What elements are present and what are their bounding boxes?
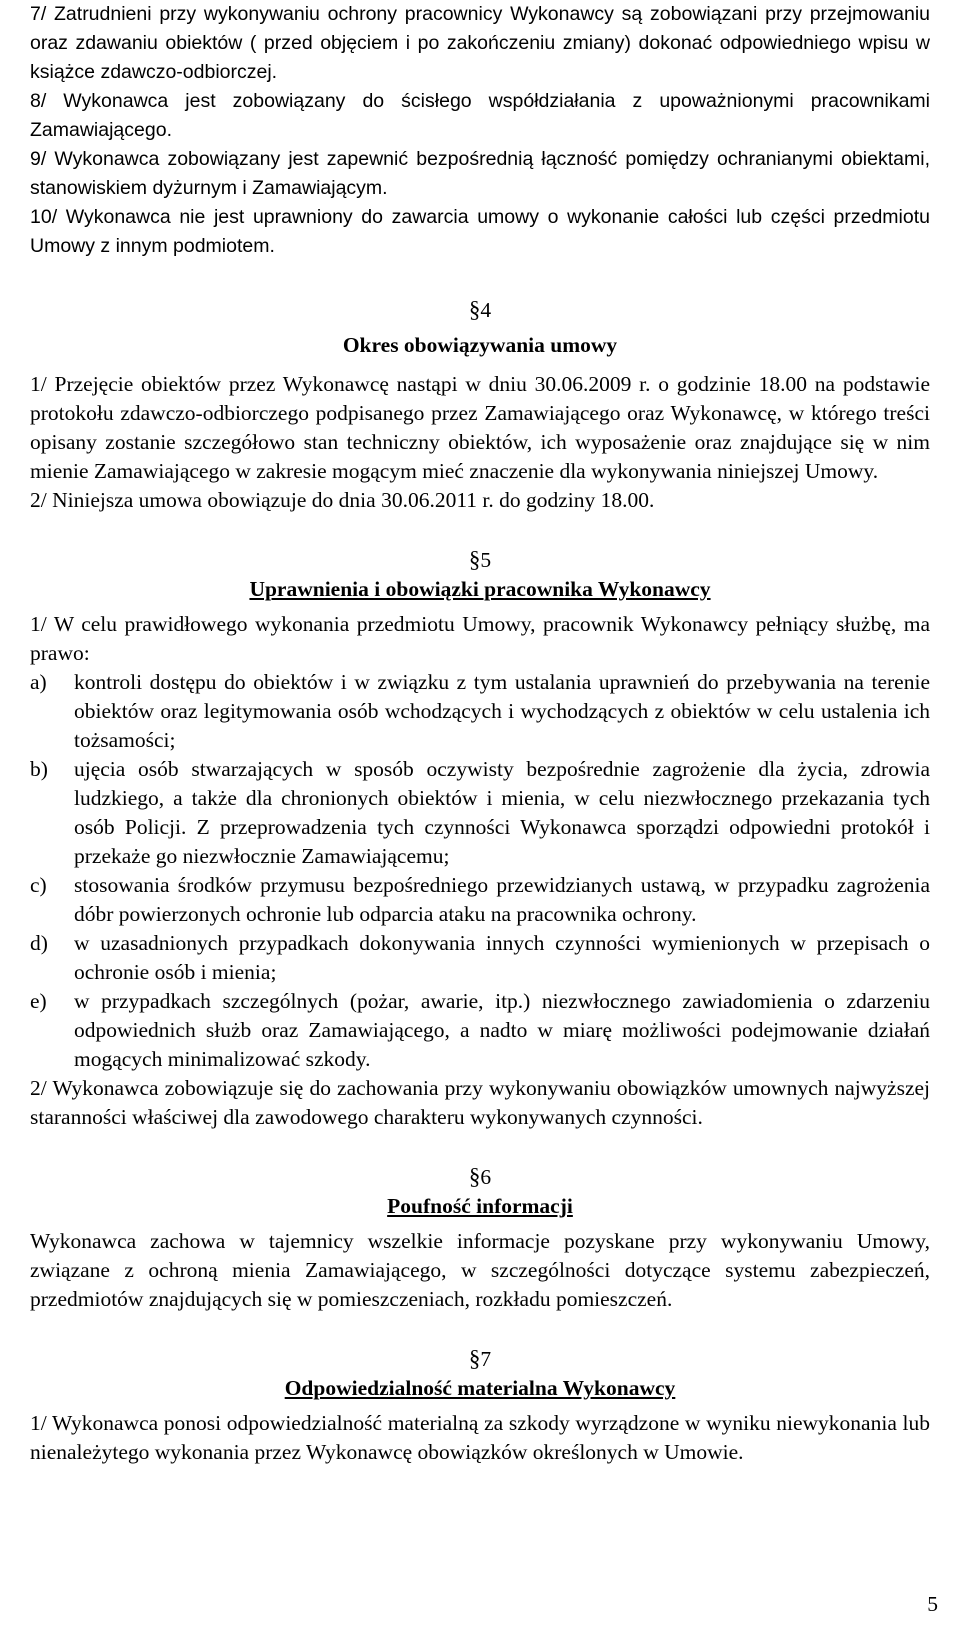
section-number-value: 7: [480, 1347, 492, 1371]
section-5-paragraph-2: 2/ Wykonawca zobowiązuje się do zachowania przy wykonywaniu obowiązków umownych najwyższej staranności właściwej dla zawodowego charakteru wykonywanych czynności.: [30, 1076, 930, 1129]
section-4-number: [30, 295, 930, 325]
section-7-title: Odpowiedzialność materialna Wykonawcy: [284, 1376, 676, 1400]
list-item-text: ujęcia osób stwarzających w sposób oczywisty bezpośrednie zagrożenie dla życia, zdrowia ludzkiego, a także dla chronionych obiektów i mienia, w celu niezwłocznego przekazania tych osób Policji. Z przeprowadzenia tych czynności Wykonawca sporządzi odpowiedni protokół i przekaże go niezwłocznie Zamawiającemu;: [74, 757, 930, 868]
list-item-label: c): [30, 873, 47, 897]
list-item-label: e): [30, 989, 47, 1013]
list-item-text: w przypadkach szczególnych (pożar, awarie, itp.) niezwłocznego zawiadomienia o zdarzeniu odpowiednich służb oraz Zamawiającego, a nadto w miarę możliwości podejmowanie działań mogących minimalizować szkody.: [74, 989, 930, 1071]
section-5-title: Uprawnienia i obowiązki pracownika Wykonawcy: [249, 577, 711, 601]
paragraph-8: 8/ Wykonawca jest zobowiązany do ścisłego współdziałania z upoważnionymi pracownikami Zamawiającego.: [30, 90, 930, 141]
section-number-value: 4: [480, 298, 492, 322]
page-number: 5: [927, 1592, 938, 1616]
list-item-e: [30, 987, 930, 1074]
section-sign: §: [468, 1164, 481, 1189]
list-item-b: [30, 755, 930, 871]
section-5-number: [30, 545, 930, 575]
list-item-label: d): [30, 931, 48, 955]
list-item-text: w uzasadnionych przypadkach dokonywania innych czynności wymienionych w przepisach o ochronie osób i mienia;: [74, 931, 930, 984]
section-4-paragraph-2: 2/ Niniejsza umowa obowiązuje do dnia 30.06.2011 r. do godziny 18.00.: [30, 488, 655, 512]
section-7-paragraph-1: 1/ Wykonawca ponosi odpowiedzialność materialną za szkody wyrządzone w wyniku niewykonania lub nienależytego wykonania przez Wykonawcę obowiązków określonych w Umowie.: [30, 1411, 930, 1464]
paragraph-9: 9/ Wykonawca zobowiązany jest zapewnić bezpośrednią łączność pomiędzy ochranianymi obiektami, stanowiskiem dyżurnym i Zamawiającym.: [30, 148, 930, 199]
paragraph-10: 10/ Wykonawca nie jest uprawniony do zawarcia umowy o wykonanie całości lub części przedmiotu Umowy z innym podmiotem.: [30, 206, 930, 257]
section-7-number: [30, 1344, 930, 1374]
list-item-d: [30, 929, 930, 987]
section-sign: §: [468, 297, 481, 322]
list-item-text: stosowania środków przymusu bezpośredniego przewidzianych ustawą, w przypadku zagrożenia dóbr powierzonych ochronie lub odparcia ataku na pracownika ochrony.: [74, 873, 930, 926]
list-item-text: kontroli dostępu do obiektów i w związku z tym ustalania uprawnień do przebywania na terenie obiektów oraz legitymowania osób wchodzących i wychodzących z obiektów w celu ustalenia ich tożsamości;: [74, 670, 930, 752]
section-number-value: 5: [480, 548, 492, 572]
section-6-title: Poufność informacji: [387, 1194, 573, 1218]
section-6-number: [30, 1162, 930, 1192]
section-sign: §: [468, 547, 481, 572]
section-sign: §: [468, 1346, 481, 1371]
list-item-a: [30, 668, 930, 755]
section-6-paragraph-1: Wykonawca zachowa w tajemnicy wszelkie informacje pozyskane przy wykonywaniu Umowy, związane z ochroną mienia Zamawiającego, w szczególności dotyczące systemu zabezpieczeń, przedmiotów znajdujących się w pomieszczeniach, rozkładu pomieszczeń.: [30, 1229, 930, 1311]
list-item-label: b): [30, 757, 48, 781]
document-page: [30, 0, 930, 1467]
section-number-value: 6: [480, 1165, 492, 1189]
list-item-label: a): [30, 670, 47, 694]
section-4-paragraph-1: 1/ Przejęcie obiektów przez Wykonawcę nastąpi w dniu 30.06.2009 r. o godzinie 18.00 na podstawie protokołu zdawczo-odbiorczego podpisanego przez Zamawiającego oraz Wykonawcę, w którego treści opisany zostanie szczegółowo stan techniczny obiektów, ich wyposażenie oraz znajdujące się w nim mienie Zamawiającego w zakresie mogącym mieć znaczenie dla wykonywania niniejszej Umowy.: [30, 372, 930, 483]
list-item-c: [30, 871, 930, 929]
paragraph-7: 7/ Zatrudnieni przy wykonywaniu ochrony pracownicy Wykonawcy są zobowiązani przy przejmowaniu oraz zdawaniu obiektów ( przed objęciem i po zakończeniu zmiany) dokonać odpowiedniego wpisu w książce zdawczo-odbiorczej.: [30, 3, 930, 83]
section-5-paragraph-1: 1/ W celu prawidłowego wykonania przedmiotu Umowy, pracownik Wykonawcy pełniący służbę, ma prawo:: [30, 612, 930, 665]
section-4-title: Okres obowiązywania umowy: [342, 333, 618, 357]
